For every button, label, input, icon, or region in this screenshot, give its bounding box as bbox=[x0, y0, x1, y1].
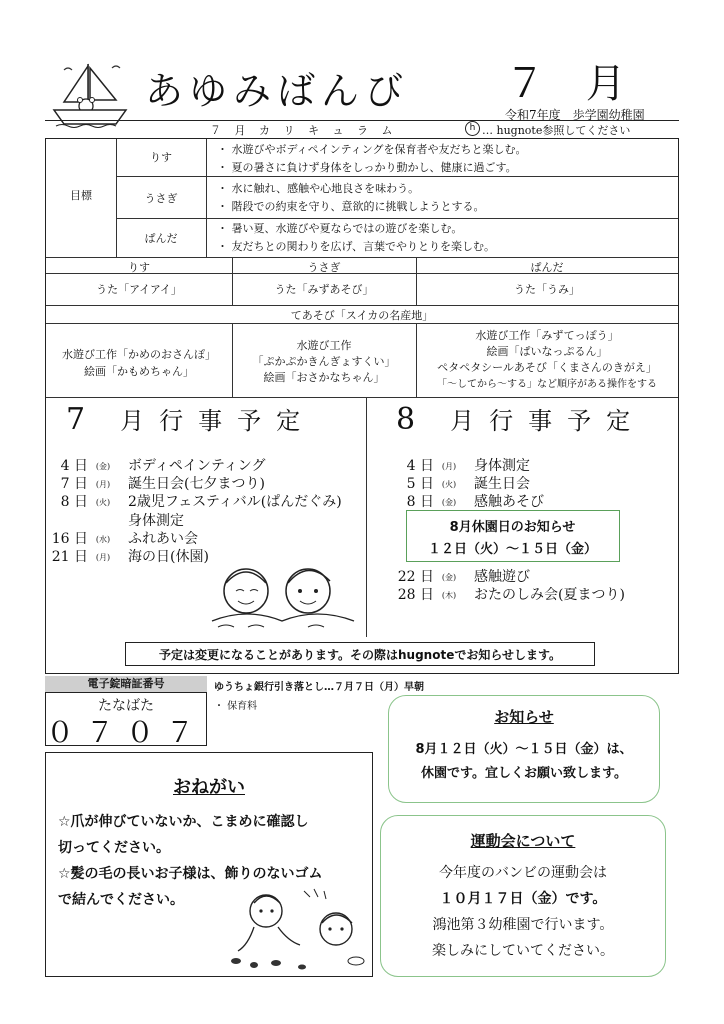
song-usagi: うた「みずあそび」 bbox=[274, 283, 374, 296]
info-title: お知らせ bbox=[494, 708, 554, 726]
lock-code: ０７０７ bbox=[46, 716, 207, 749]
craft-risu-2: 絵画「かもめちゃん」 bbox=[84, 365, 194, 378]
goals-label: 目標 bbox=[70, 189, 92, 202]
school-name: 令和7年度 歩学園幼稚園 bbox=[505, 108, 645, 122]
july-event-1: 4 日 (金) ボディペインティング bbox=[60, 458, 266, 474]
request-line-2: 切ってください。 bbox=[58, 840, 170, 856]
craft-usagi-2: 「ぷかぷかきんぎょすくい」 bbox=[252, 355, 396, 368]
july-title-text: 月行事予定 bbox=[120, 407, 316, 435]
header-divider bbox=[45, 120, 679, 121]
sports-day-title: 運動会について bbox=[470, 832, 576, 850]
august-holiday-box bbox=[406, 510, 620, 562]
request-line-3: ☆髪の毛の長いお子様は、飾りのないゴム bbox=[58, 866, 323, 882]
craft-panda-1: 水遊び工作「みずてっぽう」 bbox=[475, 329, 619, 342]
sports-day-line-3: 鴻池第３幼稚園で行います。 bbox=[432, 917, 614, 933]
lock-word: たなばた bbox=[98, 698, 154, 714]
craft-panda-3: ペタペタシールあそび「くまさんのきがえ」 bbox=[437, 361, 657, 374]
goal-class-risu: りす bbox=[150, 151, 172, 164]
craft-panda-4: 「〜してから〜する」など順序がある操作をする bbox=[437, 379, 657, 390]
goal-panda-line-1: ・ 暑い夏、水遊びや夏ならではの遊びを楽しむ。 bbox=[217, 222, 463, 235]
goal-class-usagi: うさぎ bbox=[144, 192, 178, 205]
info-line-2: 休園です。宜しくお願い致します。 bbox=[421, 766, 627, 781]
august-event-5: 28 日 (木) おたのしみ会(夏まつり) bbox=[397, 587, 625, 603]
curriculum-title: ７ 月 カ リ キ ュ ラ ム bbox=[210, 124, 398, 137]
sports-day-box bbox=[380, 815, 666, 977]
lock-code-label: 電子錠暗証番号 bbox=[45, 676, 207, 692]
craft-risu-1: 水遊び工作「かめのおさんぽ」 bbox=[62, 348, 216, 361]
july-event-6: 21 日 (月) 海の日(休園) bbox=[51, 549, 209, 565]
craft-panda-2: 絵画「ぱいなっぷるん」 bbox=[486, 345, 608, 358]
boat-bear-icon bbox=[50, 60, 130, 128]
song-header-panda: ぱんだ bbox=[530, 261, 564, 274]
sports-day-line-4: 楽しみにしていてください。 bbox=[432, 943, 614, 959]
kids-playing-illustration bbox=[206, 885, 370, 973]
tuition-fee-item: ・ 保育料 bbox=[214, 701, 258, 712]
schedule-change-notice: 予定は変更になることがあります。その際はhugnoteでお知らせします。 bbox=[125, 642, 595, 666]
info-line-1: 8月１２日（火）～１５日（金）は、 bbox=[415, 742, 633, 757]
goal-usagi-line-2: ・ 階段での約束を守り、意欲的に挑戦しようとする。 bbox=[217, 200, 485, 213]
holiday-title: 8月休園日のお知らせ bbox=[449, 520, 576, 535]
august-schedule-title bbox=[396, 401, 645, 437]
month-heading: ７ 月 bbox=[505, 61, 640, 107]
sports-day-line-1: 今年度のバンビの運動会は bbox=[439, 865, 607, 881]
goal-risu-line-1: ・ 水遊びやボディペインティングを保育者や友だちと楽しむ。 bbox=[217, 143, 527, 156]
july-schedule-title bbox=[66, 401, 315, 437]
request-line-1: ☆爪が伸びていないか、こまめに確認し bbox=[58, 814, 309, 830]
august-number: 8 bbox=[396, 402, 431, 437]
july-event-4: 身体測定 bbox=[128, 513, 184, 529]
august-event-4: 22 日 (金) 感触遊び bbox=[397, 569, 530, 585]
july-event-3: 8 日 (火) 2歳児フェスティバル(ぱんだぐみ) bbox=[60, 494, 342, 510]
goal-panda-line-2: ・ 友だちとの関わりを広げ、言葉でやりとりを楽しむ。 bbox=[217, 240, 496, 253]
august-event-3: 8 日 (金) 感触あそび bbox=[406, 494, 544, 510]
info-box bbox=[388, 695, 660, 803]
goal-risu-line-2: ・ 夏の暑さに負けず身体をしっかり動かし、健康に過ごす。 bbox=[217, 161, 517, 174]
craft-usagi-3: 絵画「おさかなちゃん」 bbox=[263, 371, 385, 384]
request-line-4: で結んでください。 bbox=[58, 892, 184, 908]
july-event-2: 7 日 (月) 誕生日会(七夕まつり) bbox=[60, 476, 265, 492]
request-box bbox=[45, 752, 373, 977]
august-event-2: 5 日 (火) 誕生日会 bbox=[406, 476, 530, 492]
goal-class-panda: ぱんだ bbox=[144, 232, 178, 245]
august-event-1: 4 日 (月) 身体測定 bbox=[406, 458, 530, 474]
july-event-5: 16 日 (水) ふれあい会 bbox=[51, 531, 198, 547]
children-illustration bbox=[208, 561, 358, 633]
song-panda: うた「うみ」 bbox=[514, 283, 580, 296]
hugnote-note: … hugnote参照してください bbox=[482, 124, 631, 137]
goal-usagi-line-1: ・ 水に触れ、感触や心地良さを味わう。 bbox=[217, 182, 420, 195]
finger-play: てあそび「スイカの名産地」 bbox=[290, 309, 434, 322]
sports-day-line-2: １０月１７日（金）です。 bbox=[439, 891, 607, 907]
lock-code-box bbox=[45, 692, 207, 749]
hugnote-icon: h bbox=[465, 121, 480, 136]
song-risu: うた「アイアイ」 bbox=[96, 283, 182, 296]
bank-withdrawal-note: ゆうちょ銀行引き落とし…７月７日（月）早朝 bbox=[214, 682, 424, 693]
request-title: おねがい bbox=[173, 777, 245, 798]
craft-usagi-1: 水遊び工作 bbox=[296, 339, 352, 352]
newsletter-title: あゆみばんび bbox=[145, 69, 410, 113]
song-header-usagi: うさぎ bbox=[307, 261, 341, 274]
july-number: 7 bbox=[66, 402, 101, 437]
holiday-dates: １２日（火）～１５日（金） bbox=[427, 542, 597, 557]
august-title-text: 月行事予定 bbox=[450, 407, 646, 435]
song-header-risu: りす bbox=[128, 261, 150, 274]
